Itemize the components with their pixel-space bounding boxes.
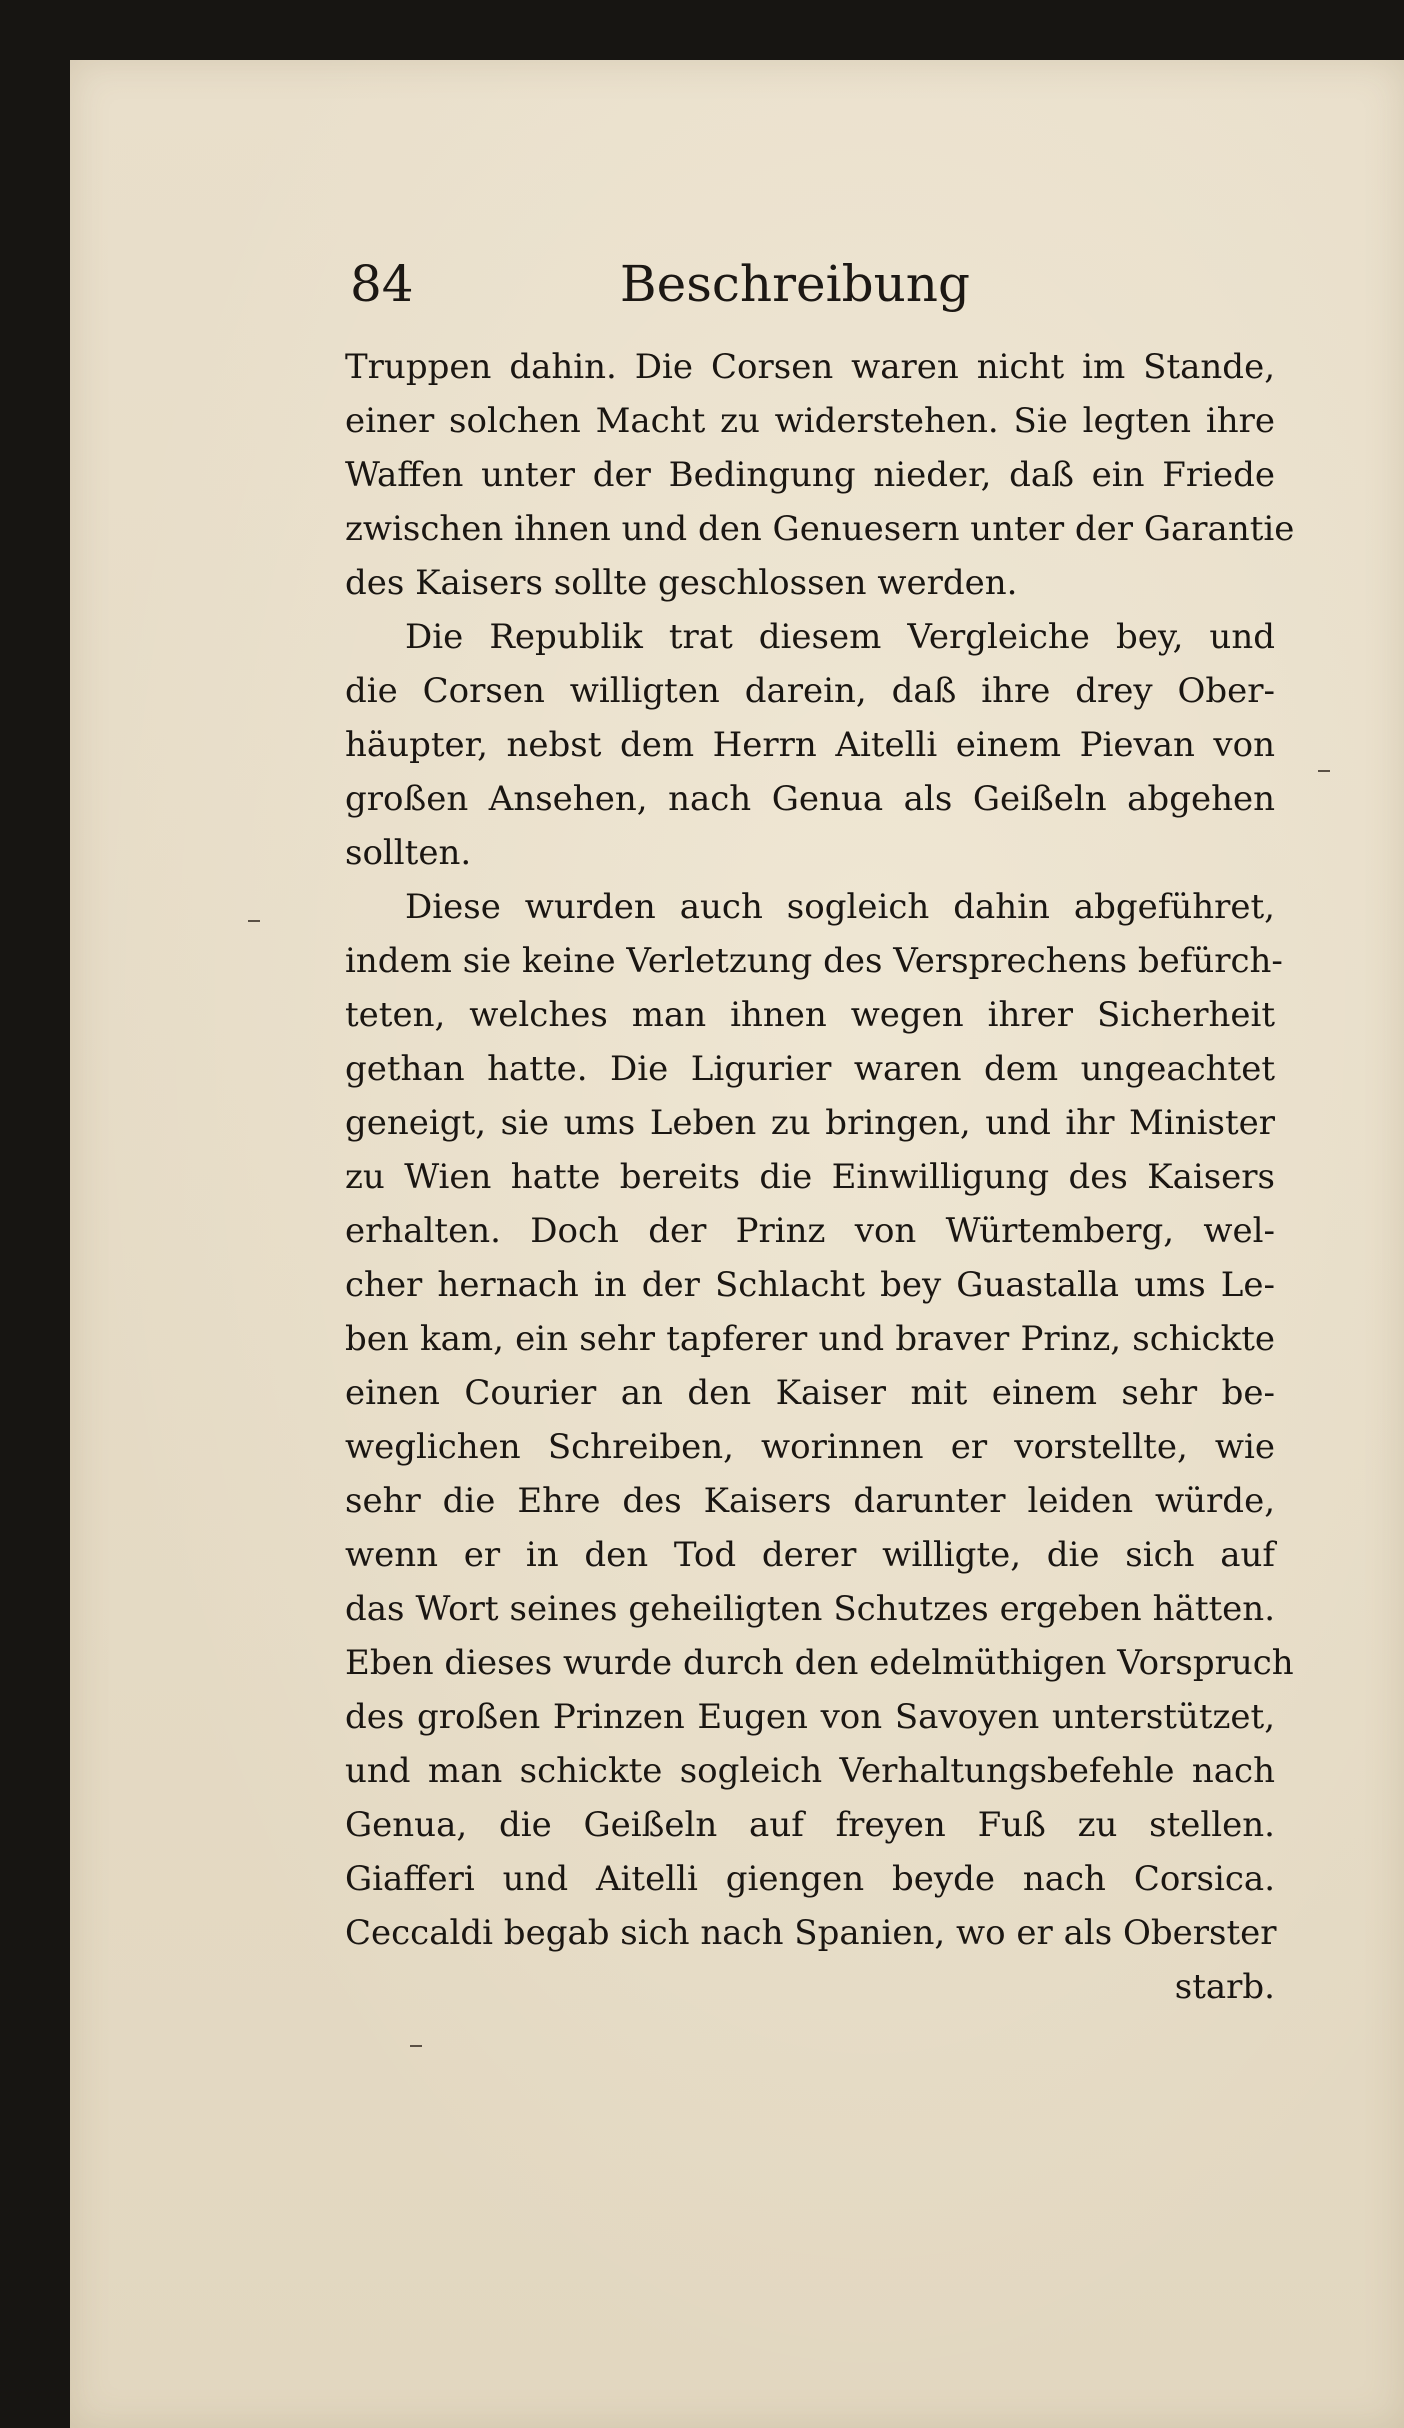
text-line: einen Courier an den Kaiser mit einem sehr be- [345,1373,1275,1413]
text-line: Giafferi und Aitelli giengen beyde nach Corsica. [345,1859,1275,1899]
page-mark [1318,770,1330,772]
text-line: Genua, die Geißeln auf freyen Fuß zu stellen. [345,1805,1275,1845]
text-line: cher hernach in der Schlacht bey Guastalla ums Le- [345,1265,1275,1305]
text-line: zwischen ihnen und den Genuesern unter der Garantie [345,509,1295,549]
text-line: des Kaisers sollte geschlossen werden. [345,563,1018,603]
text-line: geneigt, sie ums Leben zu bringen, und ihr Minister [345,1103,1275,1143]
text-line: sehr die Ehre des Kaisers darunter leiden würde, [345,1481,1275,1521]
text-line: wenn er in den Tod derer willigte, die sich auf [345,1535,1275,1575]
text-line: Diese wurden auch sogleich dahin abgeführet, [405,887,1275,927]
text-line: und man schickte sogleich Verhaltungsbefehle nach [345,1751,1275,1791]
text-line: erhalten. Doch der Prinz von Würtemberg, wel- [345,1211,1275,1251]
text-line: die Corsen willigten darein, daß ihre drey Ober- [345,671,1275,711]
text-line: indem sie keine Verletzung des Versprechens befürch- [345,941,1283,981]
text-line: des großen Prinzen Eugen von Savoyen unterstützet, [345,1697,1275,1737]
text-line: teten, welches man ihnen wegen ihrer Sicherheit [345,995,1275,1035]
text-line: weglichen Schreiben, worinnen er vorstellte, wie [345,1427,1275,1467]
body-text [345,340,1295,2014]
catchword: starb. [1174,1967,1275,2007]
text-line: Eben dieses wurde durch den edelmüthigen Vorspruch [345,1643,1294,1683]
running-head: Beschreibung [619,255,970,313]
text-line: häupter, nebst dem Herrn Aitelli einem Pievan von [345,725,1275,765]
text-line: Die Republik trat diesem Vergleiche bey, und [405,617,1275,657]
text-line: das Wort seines geheiligten Schutzes ergeben hätten. [345,1589,1275,1629]
page-mark [410,2045,422,2047]
text-line: ben kam, ein sehr tapferer und braver Prinz, schickte [345,1319,1275,1359]
page-number: 84 [350,255,414,313]
text-line: Truppen dahin. Die Corsen waren nicht im Stande, [345,347,1275,387]
page-header [350,248,970,320]
page-mark [248,920,260,922]
text-line: sollten. [345,833,472,873]
text-line: einer solchen Macht zu widerstehen. Sie legten ihre [345,401,1275,441]
text-line: gethan hatte. Die Ligurier waren dem ungeachtet [345,1049,1275,1089]
text-line: Waffen unter der Bedingung nieder, daß ein Friede [345,455,1275,495]
text-line: Ceccaldi begab sich nach Spanien, wo er als Oberster [345,1913,1277,1953]
text-line: großen Ansehen, nach Genua als Geißeln abgehen [345,779,1275,819]
text-line: zu Wien hatte bereits die Einwilligung des Kaisers [345,1157,1275,1197]
